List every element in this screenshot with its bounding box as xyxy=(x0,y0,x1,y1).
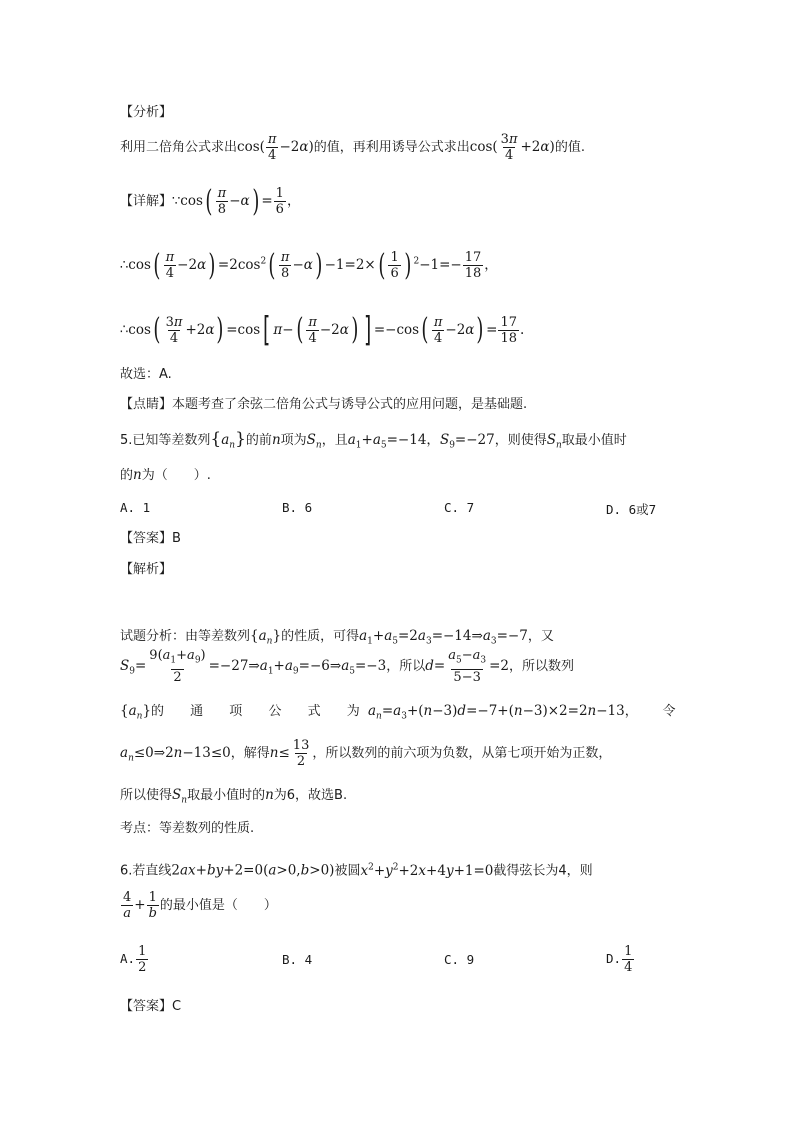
derivation-line-1 xyxy=(120,247,498,283)
q5-p2-a: ，所以 xyxy=(386,658,426,674)
q5-p4-a: ，解得 xyxy=(230,746,270,761)
q5-analysis-line-5 xyxy=(120,786,347,810)
q6-stem2: 的最小值是（ ） xyxy=(159,898,277,913)
q5-analysis-line-3: $\{a_n\}$的 通 项 公 式 为 $a_n=a_3+(n-3)d=-7+(n-3)\times 2=2n-13$， 令 xyxy=(120,703,676,722)
analysis-heading: 【分析】 xyxy=(120,105,173,120)
q5-stem2-a: 的 xyxy=(120,468,134,483)
q5-option-a: A. 1 xyxy=(120,500,151,515)
q5-p5-b: 取最小值时的 xyxy=(187,788,266,803)
q5-answer-value: B xyxy=(172,531,181,546)
q6-option-b: B. 4 xyxy=(282,952,313,967)
q5-answer-heading: 【答案】 xyxy=(120,531,173,546)
q5-p5-c: 为6，故选B. xyxy=(273,788,348,803)
q5-p3-a: 的 通 项 公 式 为 xyxy=(151,704,360,719)
q5-p5-a: 所以使得 xyxy=(120,788,173,803)
q6-answer-value: C xyxy=(172,999,182,1014)
detail-line xyxy=(120,183,301,219)
comment-line xyxy=(120,396,527,414)
q5-p1-a: 试题分析：由等差数列 xyxy=(120,629,251,644)
detail-heading: 【详解】 xyxy=(120,194,173,209)
math-Sn-2: $S_n$ xyxy=(546,432,562,451)
math-quarter: $\frac{1}{4}$ xyxy=(624,944,633,975)
q5-p3-b: 令 xyxy=(662,704,676,719)
q6-option-a xyxy=(120,944,149,975)
q5-p1-b: 的性质，可得 xyxy=(281,629,360,644)
math-n-bound: n≤ $\frac{13}{2}$ xyxy=(269,738,310,769)
therefore-symbol-1: ∴ xyxy=(120,258,129,273)
q5-stem-line-1 xyxy=(120,430,627,455)
math-p1: $a_1+a_5=2a_3=-14\Rightarrow a_3=-7$ xyxy=(359,628,528,647)
q5-p4-b: ，所以数列的前六项为负数，从第七项开始为正数， xyxy=(312,746,612,761)
because-symbol: ∵ xyxy=(172,194,181,209)
math-half: $\frac{1}{2}$ xyxy=(138,944,147,975)
q6-stem-c: 截得弦长为4，则 xyxy=(493,863,593,879)
q5-stem-f: 取最小值时 xyxy=(561,433,627,448)
math-target-expr: $\frac{4}{a}$ + $\frac{1}{b}$ xyxy=(123,890,157,921)
math-given: cos( $\frac{\pi}{8}$ −α) = $\frac{1}{6}$ ， xyxy=(180,183,301,219)
q6-answer-heading: 【答案】 xyxy=(120,999,173,1014)
math-n: n xyxy=(271,432,281,448)
analysis-text xyxy=(120,132,585,163)
q5-analysis-line-4 xyxy=(120,738,611,769)
q5-option-c: C. 7 xyxy=(444,500,475,515)
q5-option-b: B. 6 xyxy=(282,500,313,515)
q5-stem-c: 项为 xyxy=(280,433,307,448)
q6-stem-a: 6.若直线 xyxy=(120,863,172,879)
q5-stem-d: ，且 xyxy=(321,433,348,448)
q5-stem-a: 5.已知等差数列 xyxy=(120,433,211,448)
q5-p2-b: ，所以数列 xyxy=(509,658,575,674)
q6-option-d-label: D. xyxy=(606,951,622,966)
math-inequality: $a_n\le 0\Rightarrow 2n-13\le 0$ xyxy=(120,745,231,764)
q6-stem-line-2 xyxy=(120,890,277,921)
math-seq-an: $\{a_n\}$ xyxy=(210,429,246,451)
q6-option-a-label: A. xyxy=(120,951,136,966)
q5-option-d: D. 6或7 xyxy=(606,502,657,517)
math-line-eq: 2ax+by+2=0(a>0,b>0) xyxy=(171,862,335,879)
q5-kaodian: 考点：等差数列的性质. xyxy=(120,821,255,836)
analysis-text-pre: 利用二倍角公式求出 xyxy=(120,140,238,155)
math-an-braces: $\{a_n\}$ xyxy=(250,628,282,647)
q6-option-c: C. 9 xyxy=(444,952,475,967)
q5-jiexi-heading: 【解析】 xyxy=(120,562,173,577)
math-d: d= $\frac{a_5-a_3}{5-3}$ =2 xyxy=(425,648,509,685)
q5-answer-line xyxy=(120,530,181,548)
math-Sn-3: $S_n$ xyxy=(172,787,188,806)
math-condition: $a_1+a_5=-14$，$S_9=-27$ xyxy=(347,432,495,451)
therefore-symbol-2: ∴ xyxy=(120,322,129,338)
q6-option-d xyxy=(606,944,635,975)
analysis-text-post: 的值. xyxy=(554,140,585,155)
math-n-2: n xyxy=(133,467,142,483)
math-Sn: $S_n$ xyxy=(306,432,322,451)
derivation-line-2 xyxy=(120,310,525,350)
choose-line: 故选：A. xyxy=(120,367,172,382)
comment-heading: 【点睛】 xyxy=(120,397,173,412)
math-an-braces-2: $\{a_n\}$ xyxy=(120,703,152,722)
q5-analysis-line-2 xyxy=(120,648,574,685)
math-circle-eq: $x^2+y^2+2x+4y+1=0$ xyxy=(360,862,494,879)
q6-stem-line-1 xyxy=(120,858,593,881)
q5-stem-e: ，则使得 xyxy=(494,433,547,448)
math-derivation-1: cos( $\frac{\pi}{4}$ $-2\alpha) =2\cos^2$( $\frac{\pi}{8}$ −α) −1=2×( $\frac{1}{6}$ ) $^2$−1=− $\frac{17}{18}$ ， xyxy=(128,247,498,283)
q5-p1-c: ，又 xyxy=(527,629,554,644)
comment-text: 本题考查了余弦二倍角公式与诱导公式的应用问题，是基础题. xyxy=(172,397,528,412)
math-n-3: n xyxy=(265,787,274,803)
q5-stem-line-2 xyxy=(120,466,211,485)
math-derivation-2: cos( $\frac{3\pi}{4}$ +2α) =cos[ π−( $\frac{\pi}{4}$ −2α) ] =−cos( $\frac{\pi}{4}$ −2α) = $\frac{17}{18}$ . xyxy=(128,310,525,350)
math-cos-expr-1: cos( $\frac{\pi}{4}$ −2α) xyxy=(237,132,314,163)
q6-answer-line xyxy=(120,998,181,1016)
q5-stem2-b: 为（ ）. xyxy=(141,468,211,483)
math-general-term: $a_n=a_3+(n-3)d=-7+(n-3)\times 2=2n-13$ xyxy=(367,703,625,722)
q5-stem-b: 的前 xyxy=(245,433,272,448)
analysis-text-mid: 的值，再利用诱导公式求出 xyxy=(313,140,470,155)
math-cos-expr-2: cos( $\frac{3\pi}{4}$ +2α) xyxy=(469,132,555,163)
math-p2: $S_9=$ $\frac{9(a_1+a_9)}{2}$ $=-27\Rightarrow a_1+a_9=-6\Rightarrow a_5=-3$ xyxy=(120,648,387,685)
q6-stem-b: 被圆 xyxy=(334,863,361,879)
